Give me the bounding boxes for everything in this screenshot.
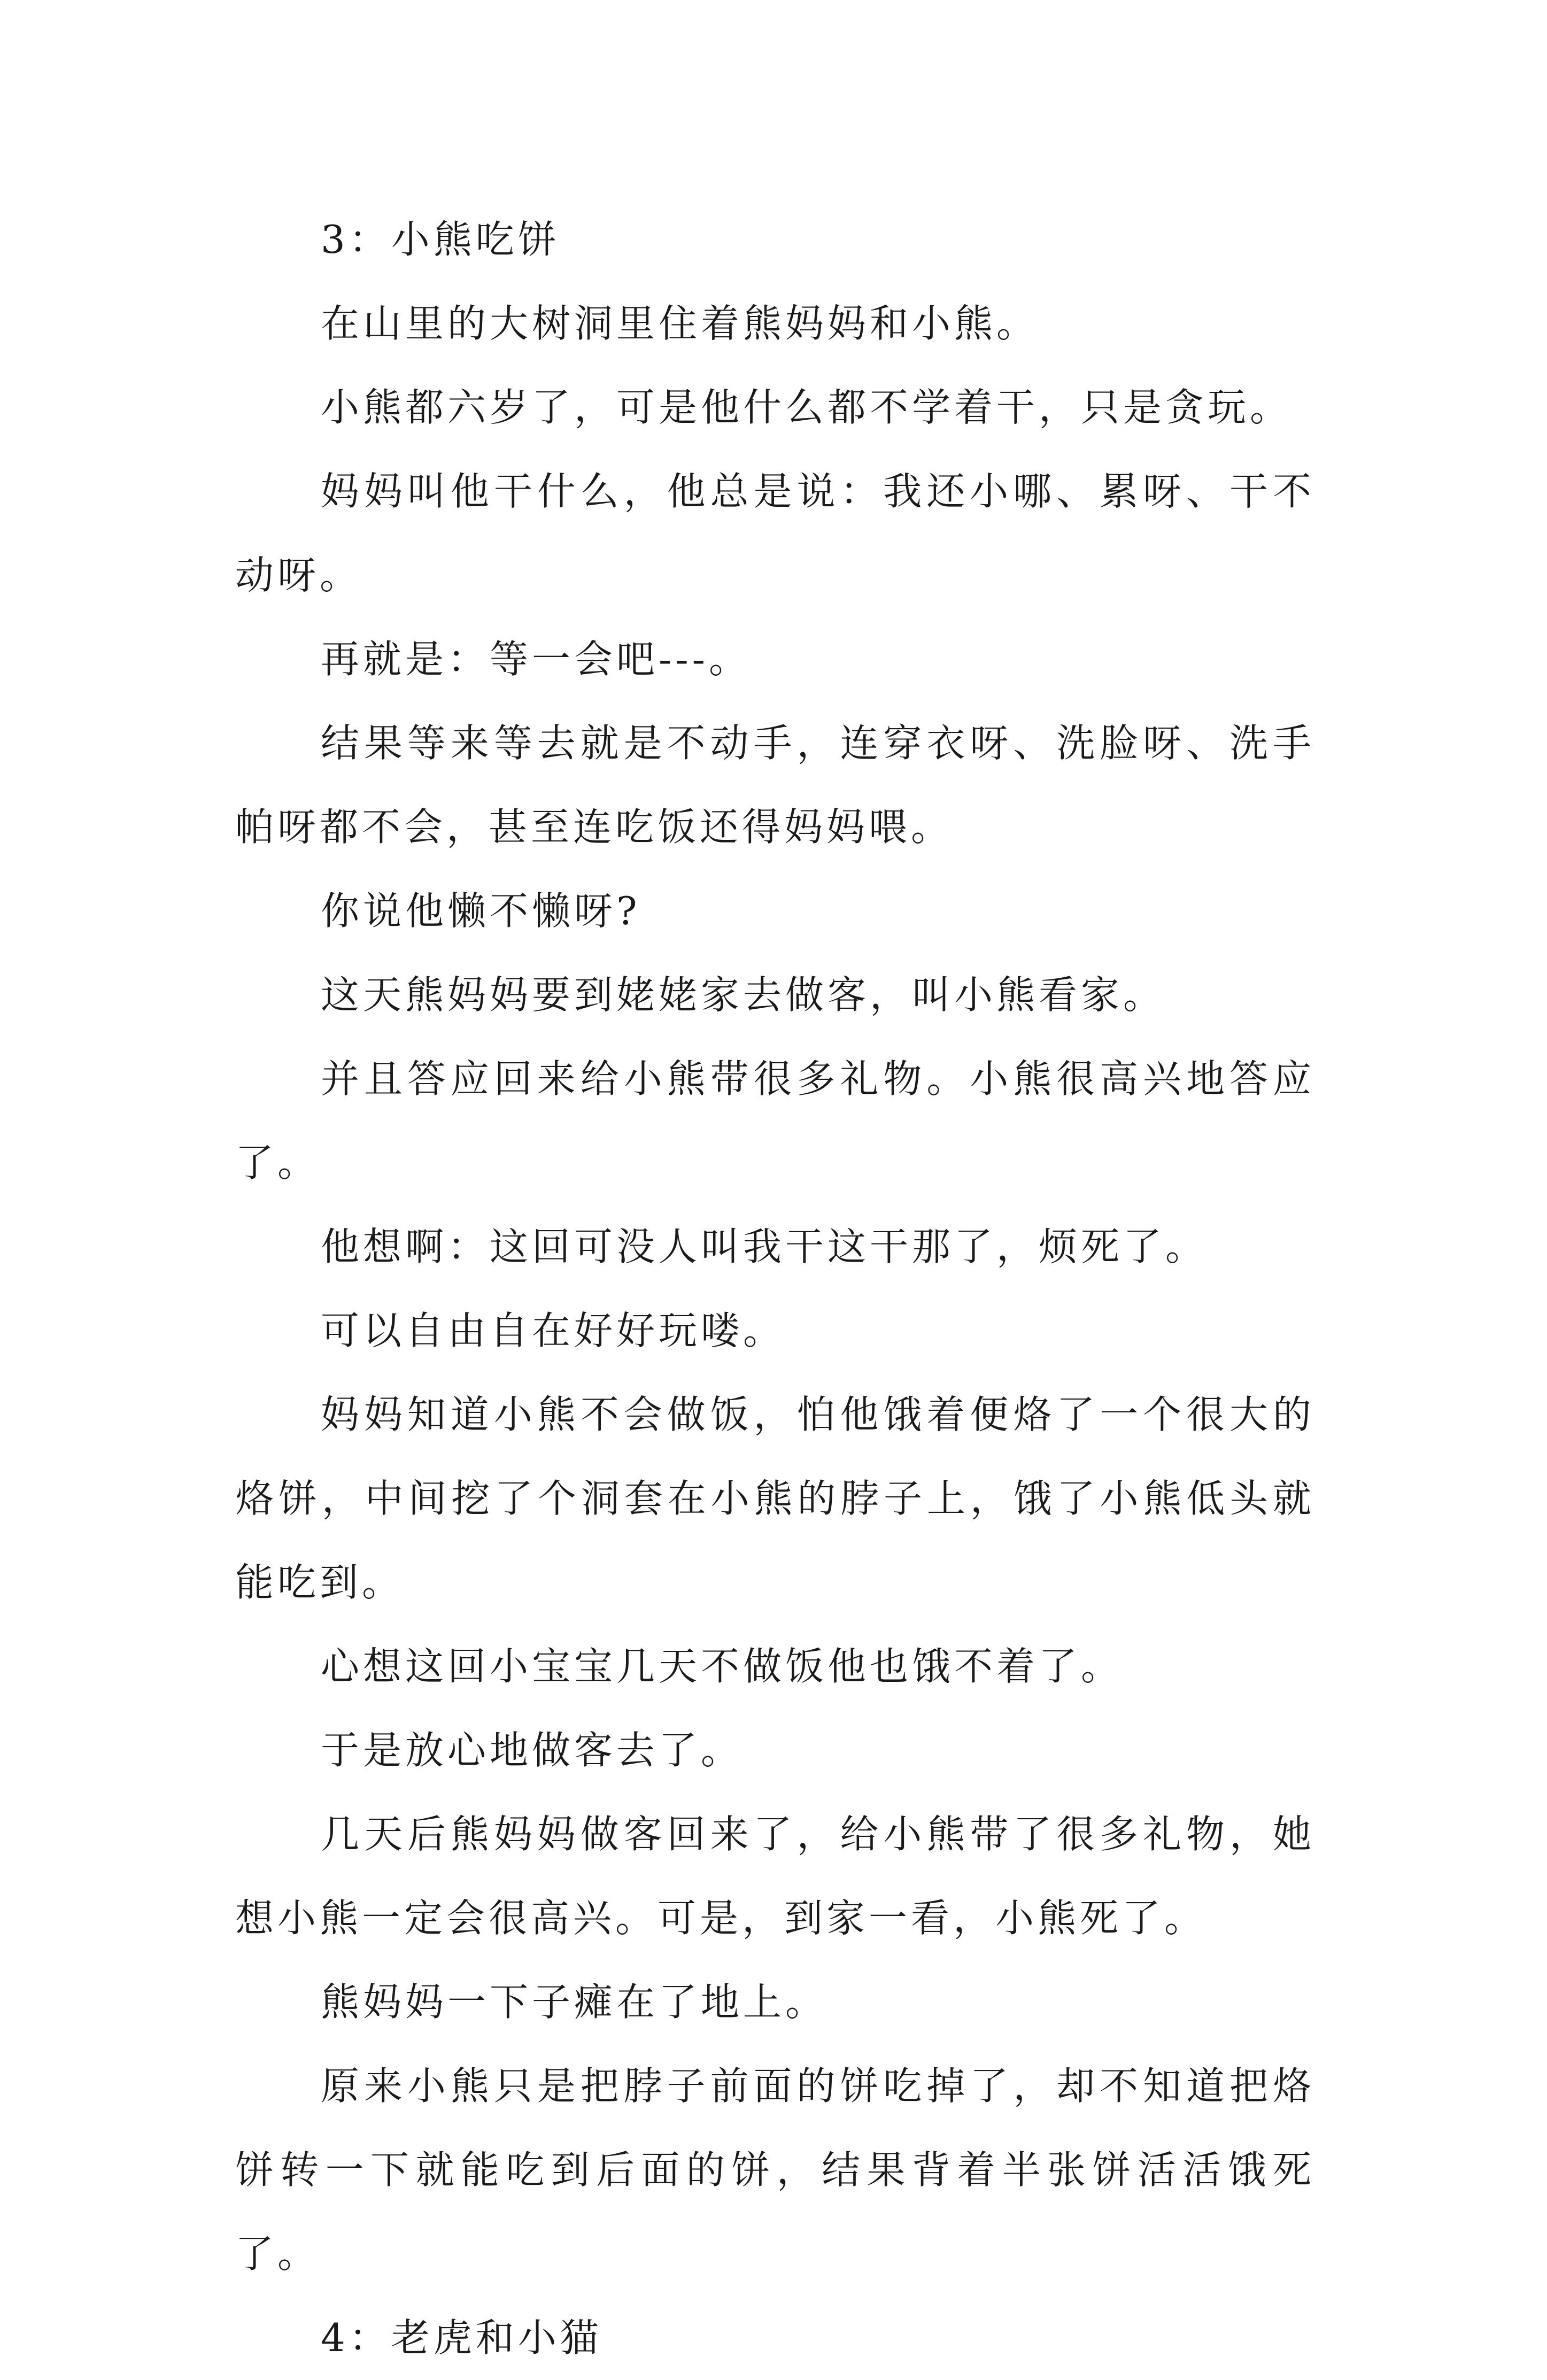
document-body bbox=[235, 198, 1315, 2380]
paragraph: 小熊都六岁了，可是他什么都不学着干，只是贪玩。 bbox=[321, 385, 1293, 430]
paragraph: 心想这回小宝宝几天不做饭他也饿不着了。 bbox=[321, 1644, 1124, 1689]
paragraph: 几天后熊妈妈做客回来了，给小熊带了很多礼物，她想小熊一定会很高兴。可是，到家一看，小熊死了。 bbox=[235, 1812, 1315, 1941]
paragraph: 你说他懒不懒呀? bbox=[321, 888, 641, 933]
section-heading-3: 3：小熊吃饼 bbox=[321, 217, 560, 262]
paragraph: 在山里的大树洞里住着熊妈妈和小熊。 bbox=[321, 301, 1039, 346]
paragraph: 这天熊妈妈要到姥姥家去做客，叫小熊看家。 bbox=[321, 972, 1166, 1017]
paragraph: 于是放心地做客去了。 bbox=[321, 1728, 744, 1773]
paragraph: 可以自由自在好好玩喽。 bbox=[321, 1308, 786, 1353]
paragraph: 妈妈知道小熊不会做饭，怕他饿着便烙了一个很大的烙饼，中间挖了个洞套在小熊的脖子上，饿了小熊低头就能吃到。 bbox=[235, 1392, 1315, 1605]
paragraph: 熊妈妈一下子瘫在了地上。 bbox=[321, 1980, 828, 2024]
paragraph: 结果等来等去就是不动手，连穿衣呀、洗脸呀、洗手帕呀都不会，甚至连吃饭还得妈妈喂。 bbox=[235, 721, 1315, 849]
paragraph: 并且答应回来给小熊带很多礼物。小熊很高兴地答应了。 bbox=[235, 1056, 1315, 1185]
paragraph: 原来小熊只是把脖子前面的饼吃掉了，却不知道把烙饼转一下就能吃到后面的饼，结果背着半张饼活活饿死了。 bbox=[235, 2064, 1315, 2276]
paragraph: 再就是：等一会吧---。 bbox=[321, 637, 751, 682]
section-heading-4: 4：老虎和小猫 bbox=[321, 2315, 602, 2360]
paragraph: 妈妈叫他干什么，他总是说：我还小哪、累呀、干不动呀。 bbox=[235, 469, 1315, 598]
paragraph: 他想啊：这回可没人叫我干这干那了，烦死了。 bbox=[321, 1224, 1208, 1269]
